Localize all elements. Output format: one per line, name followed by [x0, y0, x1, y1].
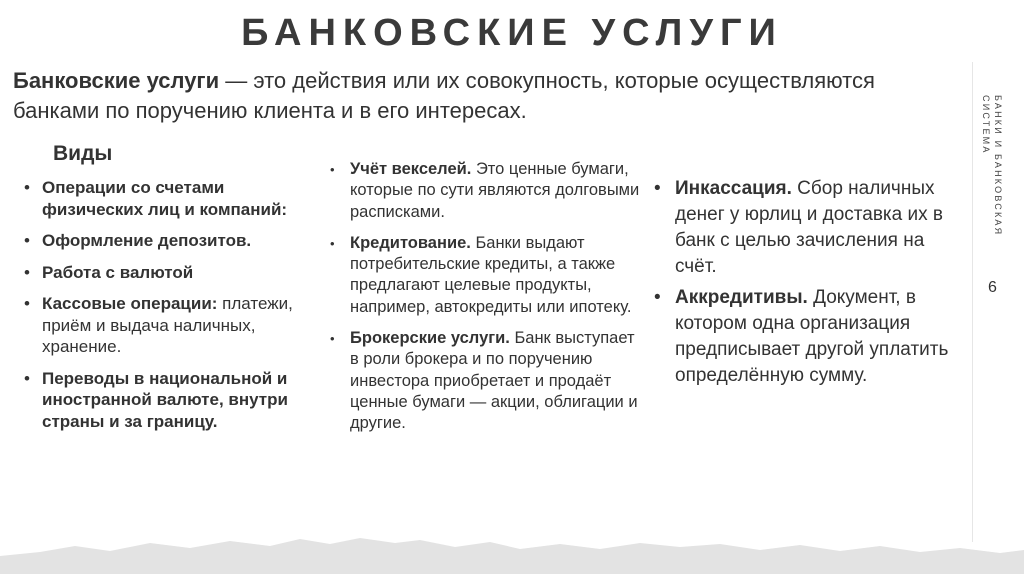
slide-title: БАНКОВСКИЕ УСЛУГИ — [241, 12, 783, 54]
item-title: Кассовые операции: — [42, 294, 218, 313]
item-title: Кредитование. — [350, 233, 471, 252]
item-title: Работа с валютой — [42, 262, 194, 282]
item-title: Оформление депозитов. — [42, 231, 252, 250]
divider-line — [972, 62, 973, 542]
list-item — [350, 328, 640, 434]
list-item — [42, 177, 322, 220]
mountain-shape — [0, 538, 1024, 574]
section-side-label: БАНКИ И БАНКОВСКАЯ СИСТЕМА — [981, 95, 1003, 237]
list-item — [42, 293, 322, 358]
item-title: Аккредитивы. — [675, 287, 808, 308]
definition-text: — это действия или их совокупность, которые осуществляются банками по поручению клиента и в его интересах. — [13, 68, 875, 123]
item-title: Инкассация. — [675, 178, 792, 199]
services-list-column-2 — [350, 159, 640, 445]
definition-paragraph — [13, 66, 913, 126]
types-heading: Виды — [53, 142, 113, 165]
list-item — [350, 233, 640, 318]
item-text: Документ, в котором одна организация предписывает другой уплатить определённую сумму. — [675, 287, 949, 386]
item-title: Брокерские услуги. — [350, 329, 510, 348]
services-list-column-1 — [42, 177, 322, 442]
item-title: Переводы в национальной и иностранной валюте, внутри страны и за границу. — [42, 368, 288, 431]
list-item — [350, 159, 640, 223]
item-text: платежи, приём и выдача наличных, хранение. — [42, 294, 293, 356]
item-text: Это ценные бумаги, которые по сути являются долговыми расписками. — [350, 160, 640, 221]
list-item — [42, 230, 322, 252]
list-item — [675, 285, 950, 389]
list-item — [42, 262, 322, 284]
item-text: Банк выступает в роли брокера и по поручению инвестора приобретает и продаёт ценные бумаги — акции, облигации и другие. — [350, 329, 638, 433]
list-item — [42, 368, 322, 433]
page-number: 6 — [988, 279, 997, 296]
definition-term: Банковские услуги — [13, 68, 220, 93]
item-title: Учёт векселей. — [350, 160, 472, 178]
item-title: Операции со счетами физических лиц и компаний: — [42, 178, 288, 219]
mountain-silhouette-decoration — [0, 494, 1024, 574]
item-text: Банки выдают потребительские кредиты, а также предлагают целевые продукты, например, автокредиты или ипотеку. — [350, 233, 632, 316]
list-item — [675, 176, 950, 280]
item-text: Сбор наличных денег у юрлиц и доставка их в банк с целью зачисления на счёт. — [675, 178, 943, 277]
services-list-column-3 — [675, 176, 950, 394]
